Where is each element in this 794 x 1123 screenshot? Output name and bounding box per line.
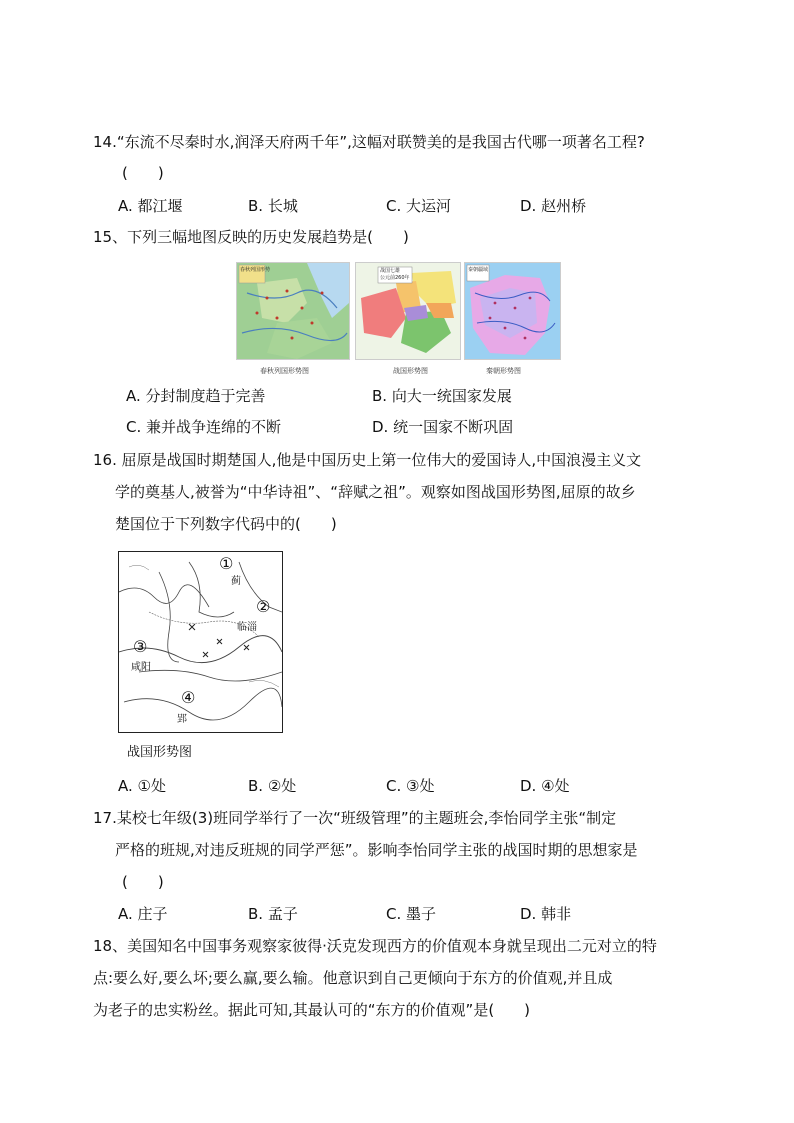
q15-option-a: A. 分封制度趋于完善 (126, 387, 266, 405)
q17-option-d: D. 韩非 (520, 905, 572, 923)
q14-stem: 14.“东流不尽秦时水,润泽天府两千年”,这幅对联赞美的是我国古代哪一项著名工程? (93, 133, 645, 151)
q16-stem-line-1: 16. 屈原是战国时期楚国人,他是中国历史上第一位伟大的爱国诗人,中国浪漫主义文 (93, 451, 642, 469)
q18-stem-line-1: 18、美国知名中国事务观察家彼得·沃克发现西方的价值观本身就呈现出二元对立的特 (93, 937, 657, 955)
spring-autumn-map-graphic (237, 263, 349, 359)
q14-answer-blank: ( ) (122, 164, 164, 182)
q14-option-d: D. 赵州桥 (520, 197, 587, 215)
warring-states-map-legend (380, 268, 410, 282)
marker-4: ④ (181, 688, 196, 707)
q17-option-c: C. 墨子 (386, 905, 437, 923)
q14-option-b: B. 长城 (248, 197, 298, 215)
spring-autumn-map-legend: 春秋列国形势 (240, 267, 271, 273)
q14-option-a: A. 都江堰 (118, 197, 183, 215)
q16-option-b: B. ②处 (248, 777, 297, 795)
q15-option-b: B. 向大一统国家发展 (372, 387, 512, 405)
q18-stem-line-3: 为老子的忠实粉丝。据此可知,其最认可的“东方的价值观”是( ) (93, 1001, 531, 1019)
q15-stem: 15、下列三幅地图反映的历史发展趋势是( ) (93, 228, 409, 246)
place-ji: 蓟 (231, 576, 241, 587)
q16-option-c: C. ③处 (386, 777, 435, 795)
q16-option-a: A. ①处 (118, 777, 166, 795)
qin-dynasty-map-caption: 秦朝形势图 (486, 367, 521, 375)
place-ying: 郢 (177, 714, 187, 725)
q17-stem-line-2: 严格的班规,对违反班规的同学严惩”。影响李怡同学主张的战国时期的思想家是 (115, 841, 638, 859)
marker-1: ① (219, 554, 234, 573)
marker-2: ② (256, 597, 271, 616)
qin-dynasty-map-legend: 秦朝疆域 (468, 267, 489, 273)
q16-stem-line-3: 楚国位于下列数字代码中的( ) (115, 515, 337, 533)
q16-map-caption: 战国形势图 (127, 745, 193, 760)
place-linzi: 临淄 (237, 622, 257, 633)
q14-option-c: C. 大运河 (386, 197, 452, 215)
q17-option-b: B. 孟子 (248, 905, 298, 923)
warring-states-map-legend-title: 战国七雄 (380, 268, 401, 274)
spring-autumn-map (236, 262, 350, 360)
q16-option-d: D. ④处 (520, 777, 570, 795)
q15-option-d: D. 统一国家不断巩固 (372, 418, 514, 436)
q15-option-c: C. 兼并战争连绵的不断 (126, 418, 282, 436)
warring-states-map-legend-sub: 公元前260年 (380, 275, 410, 281)
marker-3: ③ (133, 637, 148, 656)
q17-option-a: A. 庄子 (118, 905, 168, 923)
q18-stem-line-2: 点:要么好,要么坏;要么赢,要么输。他意识到自己更倾向于东方的价值观,并且成 (93, 969, 613, 987)
q17-answer-blank: ( ) (122, 873, 164, 891)
qin-dynasty-map (464, 262, 561, 360)
place-xianyang: 咸阳 (131, 662, 151, 673)
spring-autumn-map-caption: 春秋列国形势图 (260, 367, 309, 375)
warring-states-map (355, 262, 461, 360)
q16-stem-line-2: 学的奠基人,被誉为“中华诗祖”、“辞赋之祖”。观察如图战国形势图,屈原的故乡 (115, 483, 636, 501)
q17-stem-line-1: 17.某校七年级(3)班同学举行了一次“班级管理”的主题班会,李怡同学主张“制定 (93, 809, 617, 827)
qin-dynasty-map-graphic (465, 263, 560, 359)
q16-warring-states-map (118, 551, 283, 733)
warring-states-map-caption: 战国形势图 (393, 367, 428, 375)
